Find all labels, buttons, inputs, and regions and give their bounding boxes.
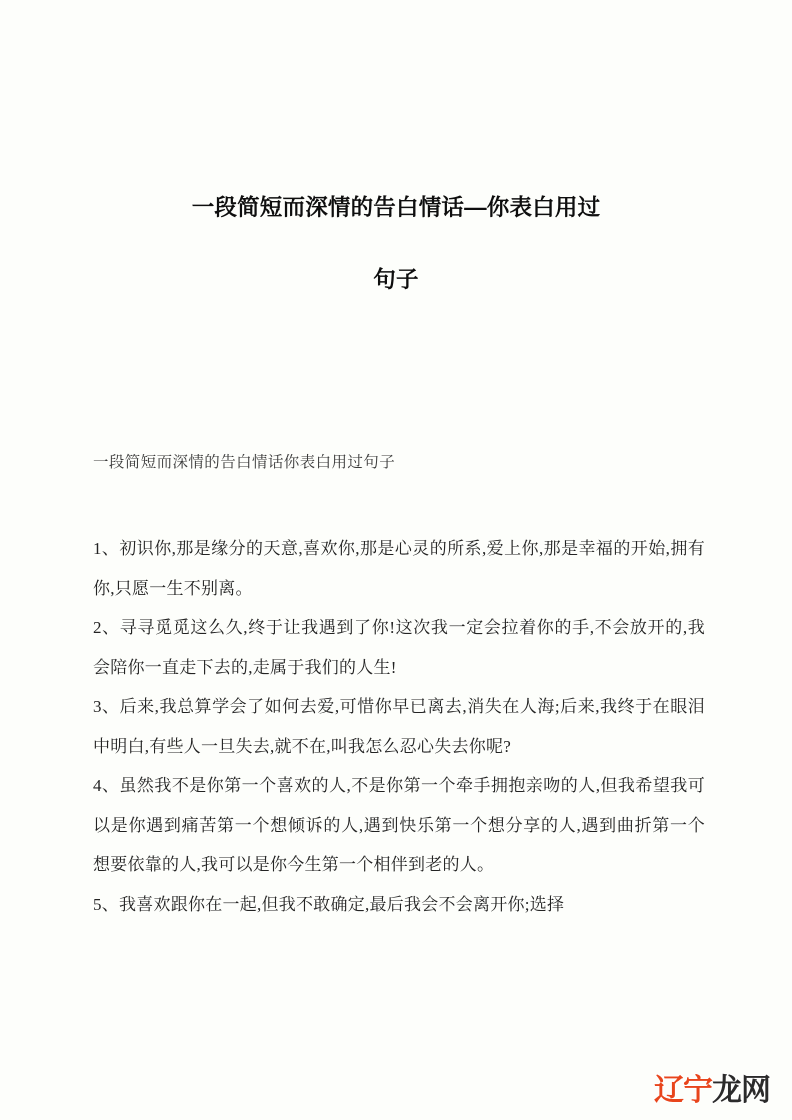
watermark-text-secondary: 龙网 <box>712 1074 770 1107</box>
body-paragraph: 5、我喜欢跟你在一起,但我不敢确定,最后我会不会离开你;选择 <box>93 894 565 914</box>
document-subtitle: 一段简短而深情的告白情话你表白用过句子 <box>93 454 396 471</box>
body-paragraph: 1、初识你,那是缘分的天意,喜欢你,那是心灵的所系,爱上你,那是幸福的开始,拥有你,只愿一生不别离。 <box>93 539 705 598</box>
page-title <box>96 154 696 298</box>
body-paragraph: 2、寻寻觅觅这么久,终于让我遇到了你!这次我一定会拉着你的手,不会放开的,我会陪你一直走下去的,走属于我们的人生! <box>93 618 705 677</box>
page-title-line-2: 句子 <box>373 267 419 293</box>
watermark-text-primary: 辽宁 <box>654 1074 712 1107</box>
page-title-line-1: 一段简短而深情的告白情话—你表白用过 <box>191 195 601 221</box>
body-paragraph: 3、后来,我总算学会了如何去爱,可惜你早已离去,消失在人海;后来,我终于在眼泪中明白,有些人一旦失去,就不在,叫我怎么忍心失去你呢? <box>93 697 705 756</box>
site-watermark-logo <box>654 1076 770 1106</box>
body-paragraph: 4、虽然我不是你第一个喜欢的人,不是你第一个牵手拥抱亲吻的人,但我希望我可以是你遇到痛苦第一个想倾诉的人,遇到快乐第一个想分享的人,遇到曲折第一个想要依靠的人,我可以是你今生第一个相伴到老的人。 <box>93 776 705 874</box>
document-body <box>93 529 705 924</box>
